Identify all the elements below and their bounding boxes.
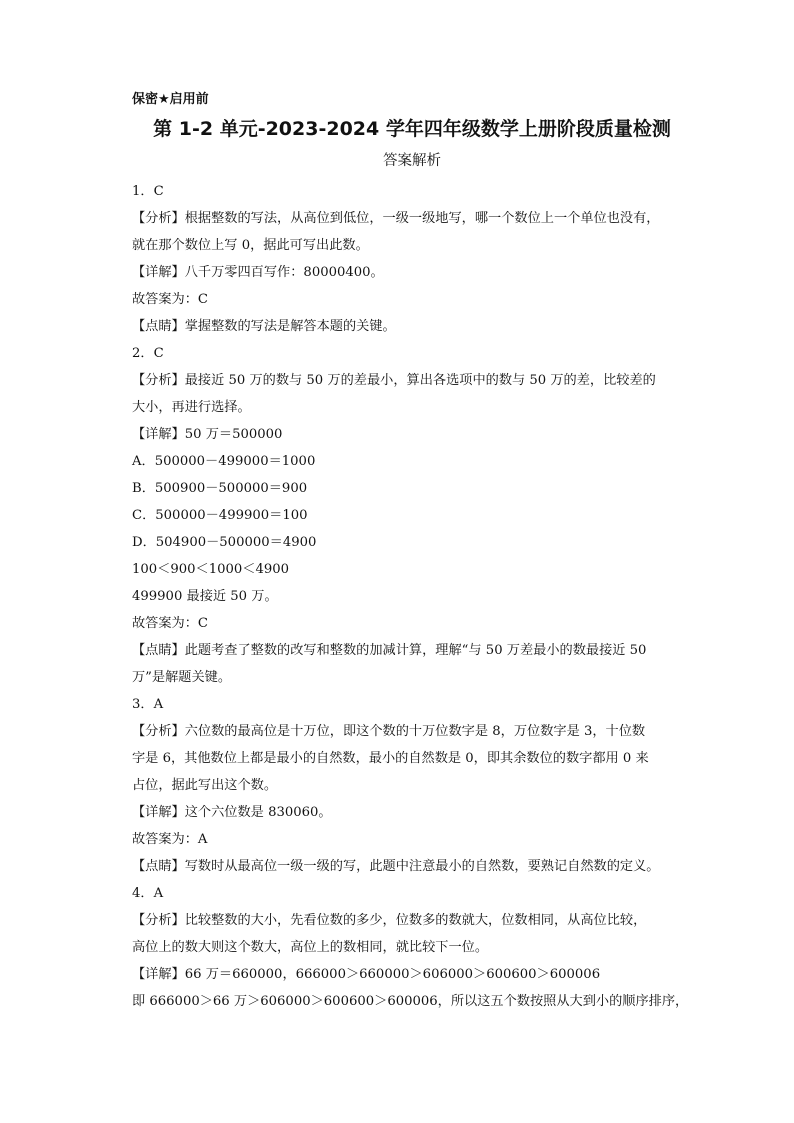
comment-line: 【点睛】写数时从最高位一级一级的写，此题中注意最小的自然数，要熟记自然数的定义。 [132,859,660,874]
detail-line: 【详解】这个六位数是 830060。 [132,805,332,820]
detail-line: 即 666000＞66 万＞606000＞600600＞600006，所以这五个数按照从大到小的顺序排序， [132,994,689,1009]
conclusion-line: 499900 最接近 50 万。 [132,589,278,604]
detail-line: 【详解】50 万＝500000 [132,427,283,442]
document-subtitle: 答案解析 [383,153,441,169]
confidential-label: 保密★启用前 [132,92,209,107]
analysis-line: 就在那个数位上写 0，据此可写出此数。 [132,238,369,253]
detail-line: 【详解】八千万零四百写作：80000400。 [132,265,384,280]
answer-line: 故答案为：A [132,832,208,847]
document-body [132,88,692,1015]
answer-line: 故答案为：C [132,292,209,307]
calculation-line: B．500900－500000＝900 [132,481,308,496]
calculation-line: C．500000－499900＝100 [132,508,308,523]
analysis-line: 字是 6，其他数位上都是最小的自然数，最小的自然数是 0，即其余数位的数字都用 0 来 [132,751,649,766]
comment-line: 【点睛】掌握整数的写法是解答本题的关键。 [132,319,396,334]
document-title: 第 1-2 单元-2023-2024 学年四年级数学上册阶段质量检测 [153,118,671,140]
analysis-line: 高位上的数大则这个数大，高位上的数相同，就比较下一位。 [132,940,489,955]
calculation-line: D．504900－500000＝4900 [132,535,317,550]
analysis-line: 【分析】最接近 50 万的数与 50 万的差最小，算出各选项中的数与 50 万的差，比较差的 [132,373,656,388]
analysis-line: 【分析】比较整数的大小，先看位数的多少，位数多的数就大，位数相同，从高位比较， [132,913,647,928]
answer-line: 故答案为：C [132,616,209,631]
calculation-line: A．500000－499000＝1000 [132,454,316,469]
analysis-line: 占位，据此写出这个数。 [132,778,278,793]
comment-line: 【点睛】此题考查了整数的改写和整数的加减计算，理解“与 50 万差最小的数最接近 50 [132,643,647,658]
analysis-line: 【分析】六位数的最高位是十万位，即这个数的十万位数字是 8，万位数字是 3，十位数 [132,724,646,739]
comment-line: 万”是解题关键。 [132,670,232,685]
detail-line: 【详解】66 万＝660000，666000＞660000＞606000＞600600＞600006 [132,967,601,982]
analysis-line: 【分析】根据整数的写法，从高位到低位，一级一级地写，哪一个数位上一个单位也没有， [132,211,660,226]
question-number: 2．C [132,346,164,361]
analysis-line: 大小，再进行选择。 [132,400,251,415]
question-number: 4．A [132,886,164,901]
comparison-line: 100＜900＜1000＜4900 [132,562,290,577]
question-number: 3．A [132,697,164,712]
question-number: 1．C [132,184,164,199]
